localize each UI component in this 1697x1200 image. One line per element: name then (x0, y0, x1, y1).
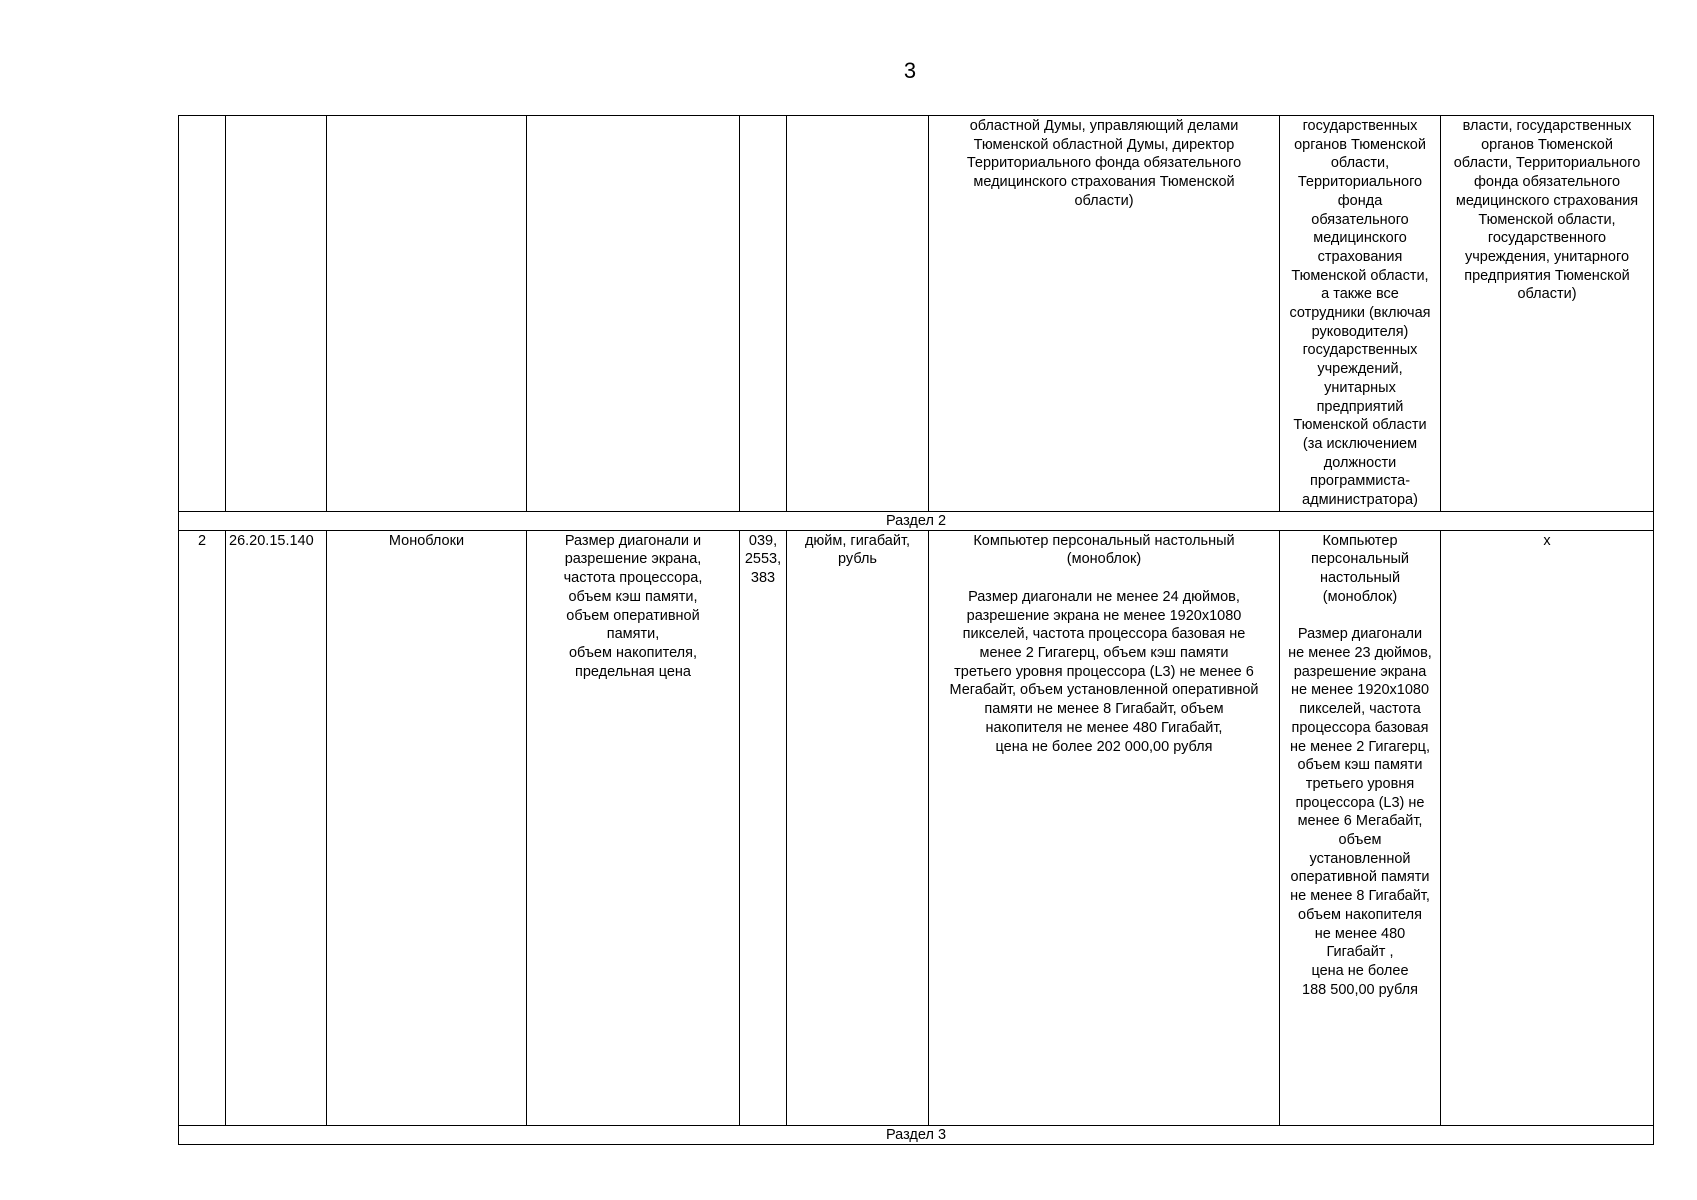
requirements-table (178, 115, 1654, 1145)
section-row (179, 1125, 1654, 1144)
cell-number: 2 (179, 530, 226, 1125)
page-number: 3 (903, 58, 917, 83)
cell-okei-codes (740, 116, 787, 512)
item-row (179, 530, 1654, 1125)
cell-code (226, 116, 327, 512)
continuation-row (179, 116, 1654, 512)
cell-value-group2: государственных органов Тюменской области, Территориального фонда обязательного медицинского страхования Тюменской области, а также все сотрудники (включая руководителя) государственных учреждений, унитарных предприятий Тюменской области (за исключением должности программиста- администратора) (1280, 116, 1441, 512)
cell-characteristics: Размер диагонали и разрешение экрана, частота процессора, объем кэш памяти, объем оперативной памяти, объем накопителя, предельная цена (527, 530, 740, 1125)
cell-value-group1: Компьютер персональный настольный (моноблок) Размер диагонали не менее 24 дюймов, разрешение экрана не менее 1920х1080 пикселей, частота процессора базовая не менее 2 Гигагерц, объем кэш памяти третьего уровня процессора (L3) не менее 6 Мегабайт, объем установленной оперативной памяти не менее 8 Гигабайт, объем накопителя не менее 480 Гигабайт, цена не более 202 000,00 рубля (929, 530, 1280, 1125)
section-row (179, 511, 1654, 530)
cell-name (327, 116, 527, 512)
cell-value-group3: власти, государственных органов Тюменской области, Территориального фонда обязательного медицинского страхования Тюменской области, государственного учреждения, унитарного предприятия Тюменской области) (1441, 116, 1654, 512)
cell-name: Моноблоки (327, 530, 527, 1125)
cell-characteristics (527, 116, 740, 512)
cell-number (179, 116, 226, 512)
cell-value-group1: областной Думы, управляющий делами Тюменской областной Думы, директор Территориального фонда обязательного медицинского страхования Тюменской области) (929, 116, 1280, 512)
cell-units (787, 116, 929, 512)
cell-value-group3: х (1441, 530, 1654, 1125)
cell-code: 26.20.15.140 (226, 530, 327, 1125)
cell-okei-codes: 039, 2553, 383 (740, 530, 787, 1125)
section-2-heading: Раздел 2 (179, 511, 1654, 530)
cell-value-group2: Компьютер персональный настольный (моноблок) Размер диагонали не менее 23 дюймов, разрешение экрана не менее 1920х1080 пикселей, частота процессора базовая не менее 2 Гигагерц, объем кэш памяти третьего уровня процессора (L3) не менее 6 Мегабайт, объем установленной оперативной памяти не менее 8 Гигабайт, объем накопителя не менее 480 Гигабайт , цена не более 188 500,00 рубля (1280, 530, 1441, 1125)
cell-units: дюйм, гигабайт, рубль (787, 530, 929, 1125)
section-3-heading: Раздел 3 (179, 1125, 1654, 1144)
